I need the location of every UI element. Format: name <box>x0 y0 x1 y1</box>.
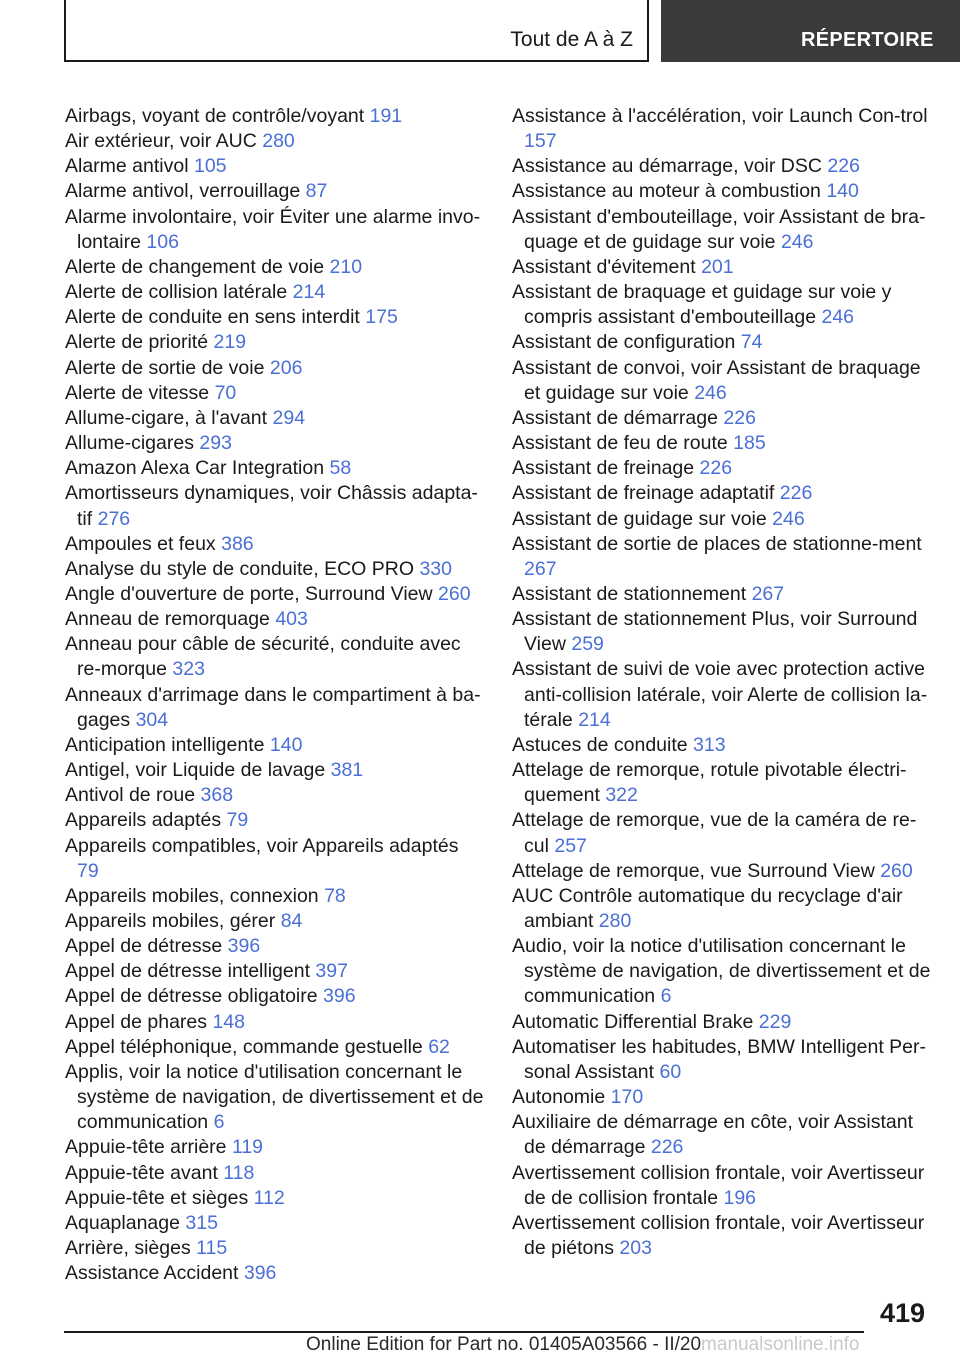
index-entry-text: Autonomie <box>512 1086 606 1109</box>
index-entry-text: Air extérieur, voir AUC <box>65 130 257 153</box>
index-entry <box>512 205 932 255</box>
index-entry <box>65 1035 485 1060</box>
index-entry-page-link[interactable]: 368 <box>200 784 234 807</box>
index-entry <box>512 154 932 179</box>
index-entry-page-link[interactable]: 226 <box>779 482 813 505</box>
index-entry-page-link[interactable]: 257 <box>554 834 587 857</box>
index-entry-text: Antivol de roue <box>65 784 196 807</box>
index-entry-text: Automatiser les habitudes, BMW Intelligent Per‐sonal Assistant <box>512 1035 927 1083</box>
index-entry <box>512 657 932 732</box>
index-entry <box>65 330 485 355</box>
index-entry-text: Alerte de sortie de voie <box>65 356 265 379</box>
index-entry-text: Auxiliaire de démarrage en côte, voir Assistant de démarrage <box>512 1111 914 1159</box>
index-entry-text: Appuie-tête avant <box>65 1161 218 1184</box>
index-entry-page-link[interactable]: 226 <box>723 406 756 429</box>
index-entry <box>512 934 932 1009</box>
header-section-tab <box>661 0 960 62</box>
index-entry <box>512 406 932 431</box>
index-entry-text: Assistant de stationnement <box>512 582 747 605</box>
index-entry-text: Attelage de remorque, vue de la caméra de re‐cul <box>512 809 917 857</box>
index-entry <box>65 783 485 808</box>
index-entry-text: Astuces de conduite <box>512 733 688 756</box>
index-entry <box>65 179 485 204</box>
index-entry-text: Analyse du style de conduite, ECO PRO <box>65 557 415 580</box>
index-entry <box>65 481 485 531</box>
index-entry-page-link[interactable]: 84 <box>280 910 303 932</box>
index-entry-text: Audio, voir la notice d'utilisation concernant le système de navigation, de divertissement et de communication <box>512 935 931 1008</box>
index-entry-text: Assistant de sortie de places de stationne‐ment <box>512 532 922 555</box>
index-entry-text: Allume-cigares <box>65 432 194 455</box>
index-entry-page-link[interactable]: 304 <box>135 708 169 731</box>
index-entry <box>65 808 485 833</box>
index-entry-text: Assistance à l'accélération, voir Launch Con‐trol <box>512 105 928 127</box>
page-number: 419 <box>879 1298 925 1328</box>
index-entry-page-link[interactable]: 226 <box>650 1136 684 1159</box>
index-entry-page-link[interactable]: 148 <box>212 1010 245 1033</box>
index-entry-page-link[interactable]: 315 <box>185 1211 218 1234</box>
index-entry-page-link[interactable]: 276 <box>97 507 131 530</box>
index-entry-text: Alerte de priorité <box>65 331 209 354</box>
index-entry <box>65 305 485 330</box>
index-entry-page-link[interactable]: 219 <box>213 331 247 354</box>
index-entry <box>65 884 485 909</box>
index-entry <box>512 1035 932 1085</box>
index-entry <box>65 1211 485 1236</box>
index-entry-text: Anticipation intelligente <box>65 733 265 756</box>
index-entry <box>512 1085 932 1110</box>
index-entry-page-link[interactable]: 330 <box>419 557 452 580</box>
header-chapter-tab <box>64 0 649 62</box>
index-entry-text: Angle d'ouverture de porte, Surround View <box>65 582 433 605</box>
index-entry-text: Assistant de freinage adaptatif <box>512 482 775 505</box>
index-entry-page-link[interactable]: 79 <box>226 809 249 832</box>
index-entry-page-link[interactable]: 226 <box>827 155 860 178</box>
index-entry-page-link[interactable]: 246 <box>821 306 855 329</box>
index-entry-text: Avertissement collision frontale, voir Avertisseur de de collision frontale <box>512 1161 925 1209</box>
index-entry <box>65 733 485 758</box>
index-entry-page-link[interactable]: 70 <box>214 381 237 404</box>
index-entry-page-link[interactable]: 60 <box>659 1060 682 1083</box>
index-entry-text: Airbags, voyant de contrôle/voyant <box>65 105 365 127</box>
index-entry-text: Assistant de guidage sur voie <box>512 507 767 530</box>
index-entry <box>512 859 932 884</box>
index-entry <box>512 507 932 532</box>
index-entry <box>65 1186 485 1211</box>
index-entry-text: Antigel, voir Liquide de lavage <box>65 759 326 782</box>
index-entry <box>512 255 932 280</box>
index-entry <box>512 532 932 582</box>
index-entry-page-link[interactable]: 140 <box>269 733 303 756</box>
index-entry-text: AUC Contrôle automatique du recyclage d'air ambiant <box>512 884 903 932</box>
index-entry-text: Assistant de stationnement Plus, voir Surround View <box>512 608 918 656</box>
index-entry-text: Amortisseurs dynamiques, voir Châssis adapta‐tif <box>65 482 478 530</box>
index-entry-page-link[interactable]: 106 <box>146 230 179 253</box>
index-entry <box>512 431 932 456</box>
index-entry <box>512 280 932 330</box>
index-entry-page-link[interactable]: 140 <box>826 180 859 203</box>
index-entry <box>65 532 485 557</box>
index-entry-page-link[interactable]: 246 <box>780 230 814 253</box>
index-entry <box>65 154 485 179</box>
index-entry-page-link[interactable]: 260 <box>438 582 471 605</box>
index-entry-page-link[interactable]: 58 <box>329 457 352 480</box>
index-entry-text: Assistance au démarrage, voir DSC <box>512 155 822 178</box>
footer <box>306 1334 860 1356</box>
index-entry-text: Anneaux d'arrimage dans le compartiment à ba‐gages <box>65 683 481 731</box>
index-entry <box>512 481 932 506</box>
index-entry <box>65 582 485 607</box>
index-entry-page-link[interactable]: 293 <box>199 432 232 455</box>
index-entry-text: Arrière, sièges <box>65 1237 191 1260</box>
index-entry <box>65 1010 485 1035</box>
footer-divider <box>64 1331 864 1333</box>
index-entry <box>65 758 485 783</box>
chapter-title: Tout de A à Z <box>510 28 633 51</box>
index-entry-page-link[interactable]: 214 <box>292 281 326 304</box>
index-entry-page-link[interactable]: 246 <box>772 507 805 530</box>
index-entry-text: Alarme antivol <box>65 155 189 178</box>
index-entry <box>65 683 485 733</box>
index-entry <box>65 607 485 632</box>
index-entry-page-link[interactable]: 214 <box>578 708 611 731</box>
index-entry-text: Avertissement collision frontale, voir Avertisseur de piétons <box>512 1211 925 1260</box>
index-entry-page-link[interactable]: 381 <box>330 759 364 782</box>
index-entry <box>65 632 485 682</box>
index-entry-page-link[interactable]: 6 <box>660 985 672 1008</box>
index-entry-text: Automatic Differential Brake <box>512 1010 754 1033</box>
index-entry <box>65 205 485 255</box>
index-entry-page-link[interactable]: 105 <box>193 155 227 178</box>
index-entry <box>65 909 485 934</box>
index-entry-page-link[interactable]: 323 <box>172 658 205 681</box>
index-entry-page-link[interactable]: 210 <box>329 255 363 278</box>
index-entry-text: Appareils mobiles, connexion <box>65 884 319 907</box>
index-entry <box>65 984 485 1009</box>
index-entry-text: Appuie-tête et sièges <box>65 1186 249 1209</box>
index-entry-text: Assistance Accident <box>65 1262 239 1285</box>
index-column-right <box>512 104 932 1261</box>
index-entry-page-link[interactable]: 226 <box>699 457 733 480</box>
index-entry-page-link[interactable]: 115 <box>196 1237 228 1260</box>
index-entry-page-link[interactable]: 157 <box>524 130 557 153</box>
index-entry-text: Appel téléphonique, commande gestuelle <box>65 1035 423 1058</box>
index-entry-page-link[interactable]: 196 <box>723 1186 757 1209</box>
index-entry-text: Alerte de changement de voie <box>65 255 325 278</box>
index-entry <box>65 431 485 456</box>
index-entry-text: Assistant d'embouteillage, voir Assistant de bra‐quage et de guidage sur voie <box>512 205 926 253</box>
index-entry-text: Alarme involontaire, voir Éviter une alarme invo‐lontaire <box>65 205 481 253</box>
index-entry <box>65 1236 485 1261</box>
index-entry-text: Allume-cigare, à l'avant <box>65 406 268 429</box>
index-entry-page-link[interactable]: 259 <box>571 633 604 656</box>
index-entry-text: Assistant de configuration <box>512 331 736 354</box>
index-entry-text: Anneau pour câble de sécurité, conduite avec re‐morque <box>65 633 461 681</box>
index-entry-page-link[interactable]: 118 <box>223 1161 255 1184</box>
index-entry-text: Alerte de conduite en sens interdit <box>65 306 360 329</box>
index-entry <box>512 758 932 808</box>
index-entry-page-link[interactable]: 229 <box>758 1010 792 1033</box>
index-entry <box>512 356 932 406</box>
index-entry-page-link[interactable]: 6 <box>213 1111 225 1134</box>
index-entry-page-link[interactable]: 280 <box>598 910 632 932</box>
index-entry <box>512 179 932 204</box>
index-entry-text: Assistant de suivi de voie avec protection active anti-collision latérale, voir Alerte de collision la‐térale <box>512 658 928 731</box>
index-entry-page-link[interactable]: 191 <box>369 105 403 127</box>
index-entry-page-link[interactable]: 396 <box>323 985 356 1008</box>
index-entry <box>512 104 932 154</box>
index-entry <box>65 834 485 884</box>
index-entry-page-link[interactable]: 397 <box>315 960 348 983</box>
index-entry-text: Appuie-tête arrière <box>65 1136 227 1159</box>
index-entry-text: Attelage de remorque, vue Surround View <box>512 859 875 882</box>
index-entry-page-link[interactable]: 403 <box>275 608 308 631</box>
section-title: RÉPERTOIRE <box>801 29 934 51</box>
index-entry-text: Anneau de remorquage <box>65 608 270 631</box>
index-entry <box>65 280 485 305</box>
index-entry <box>512 808 932 858</box>
index-entry-text: Ampoules et feux <box>65 532 216 555</box>
index-entry-text: Amazon Alexa Car Integration <box>65 457 325 480</box>
index-entry-text: Aquaplanage <box>65 1211 180 1234</box>
index-entry-text: Appareils adaptés <box>65 809 222 832</box>
index-entry <box>65 1135 485 1160</box>
index-entry-text: Appel de détresse intelligent <box>65 960 310 983</box>
index-entry-page-link[interactable]: 78 <box>324 884 346 907</box>
index-entry <box>65 456 485 481</box>
index-entry-text: Alarme antivol, verrouillage <box>65 180 301 203</box>
index-entry-page-link[interactable]: 170 <box>610 1086 644 1109</box>
index-entry <box>65 104 485 129</box>
index-entry-page-link[interactable]: 175 <box>365 306 398 329</box>
index-entry-page-link[interactable]: 206 <box>269 356 303 379</box>
index-entry <box>65 1161 485 1186</box>
index-entry-page-link[interactable]: 62 <box>428 1035 450 1058</box>
index-entry <box>512 1010 932 1035</box>
index-entry-page-link[interactable]: 203 <box>619 1237 652 1260</box>
footer-watermark: manualsonline.info <box>701 1334 860 1355</box>
index-entry-page-link[interactable]: 87 <box>305 180 328 203</box>
index-entry <box>65 255 485 280</box>
index-entry <box>65 406 485 431</box>
index-entry-page-link[interactable]: 201 <box>701 255 734 278</box>
index-entry <box>512 1211 932 1261</box>
index-entry <box>512 1161 932 1211</box>
index-entry-page-link[interactable]: 294 <box>272 406 306 429</box>
footer-edition: Online Edition for Part no. 01405A03566 - II/20 <box>306 1334 702 1355</box>
index-entry-text: Assistant de convoi, voir Assistant de braquage et guidage sur voie <box>512 356 921 404</box>
index-entry-page-link[interactable]: 322 <box>605 784 638 807</box>
index-entry-page-link[interactable]: 79 <box>77 859 99 882</box>
index-entry-page-link[interactable]: 119 <box>231 1136 264 1159</box>
index-entry-text: Appareils mobiles, gérer <box>65 910 276 932</box>
index-entry <box>512 330 932 355</box>
index-entry-text: Assistant de braquage et guidage sur voie y compris assistant d'embouteillage <box>512 281 892 329</box>
index-entry <box>65 356 485 381</box>
index-entry-page-link[interactable]: 313 <box>693 733 726 756</box>
index-entry <box>65 1060 485 1135</box>
index-entry-text: Appel de détresse obligatoire <box>65 985 318 1008</box>
index-entry-page-link[interactable]: 112 <box>253 1186 285 1209</box>
index-entry <box>512 582 932 607</box>
index-entry-text: Applis, voir la notice d'utilisation concernant le système de navigation, de divertissement et de communication <box>65 1060 484 1134</box>
index-entry-page-link[interactable]: 74 <box>740 331 763 354</box>
index-entry-text: Alerte de collision latérale <box>65 281 288 304</box>
index-entry <box>65 129 485 154</box>
index-entry-page-link[interactable]: 185 <box>733 432 766 455</box>
index-entry <box>65 959 485 984</box>
index-entry-text: Appel de détresse <box>65 935 223 958</box>
index-entry-page-link[interactable]: 396 <box>243 1262 277 1285</box>
index-column-left <box>65 104 485 1286</box>
index-entry-page-link[interactable]: 396 <box>227 935 261 958</box>
index-entry <box>65 557 485 582</box>
index-entry-page-link[interactable]: 267 <box>524 557 557 580</box>
index-entry-text: Assistant d'évitement <box>512 255 696 278</box>
index-entry-text: Appareils compatibles, voir Appareils adaptés <box>65 834 459 857</box>
index-entry-text: Assistance au moteur à combustion <box>512 180 821 203</box>
index-entry <box>512 1110 932 1160</box>
index-entry-page-link[interactable]: 267 <box>751 582 785 605</box>
index-entry-text: Attelage de remorque, rotule pivotable électri‐quement <box>512 759 907 807</box>
index-entry-text: Assistant de freinage <box>512 457 695 480</box>
index-entry-page-link[interactable]: 246 <box>694 381 727 404</box>
index-entry-page-link[interactable]: 280 <box>262 130 295 153</box>
index-entry-page-link[interactable]: 260 <box>880 859 913 882</box>
index-entry <box>65 381 485 406</box>
index-entry <box>512 607 932 657</box>
index-entry-text: Assistant de démarrage <box>512 406 718 429</box>
index-entry <box>65 1261 485 1286</box>
index-entry <box>512 733 932 758</box>
index-entry-text: Alerte de vitesse <box>65 381 210 404</box>
index-entry <box>512 456 932 481</box>
index-entry <box>65 934 485 959</box>
index-entry-text: Assistant de feu de route <box>512 432 728 455</box>
index-entry-page-link[interactable]: 386 <box>221 532 254 555</box>
index-entry-text: Appel de phares <box>65 1010 208 1033</box>
index-entry <box>512 884 932 934</box>
